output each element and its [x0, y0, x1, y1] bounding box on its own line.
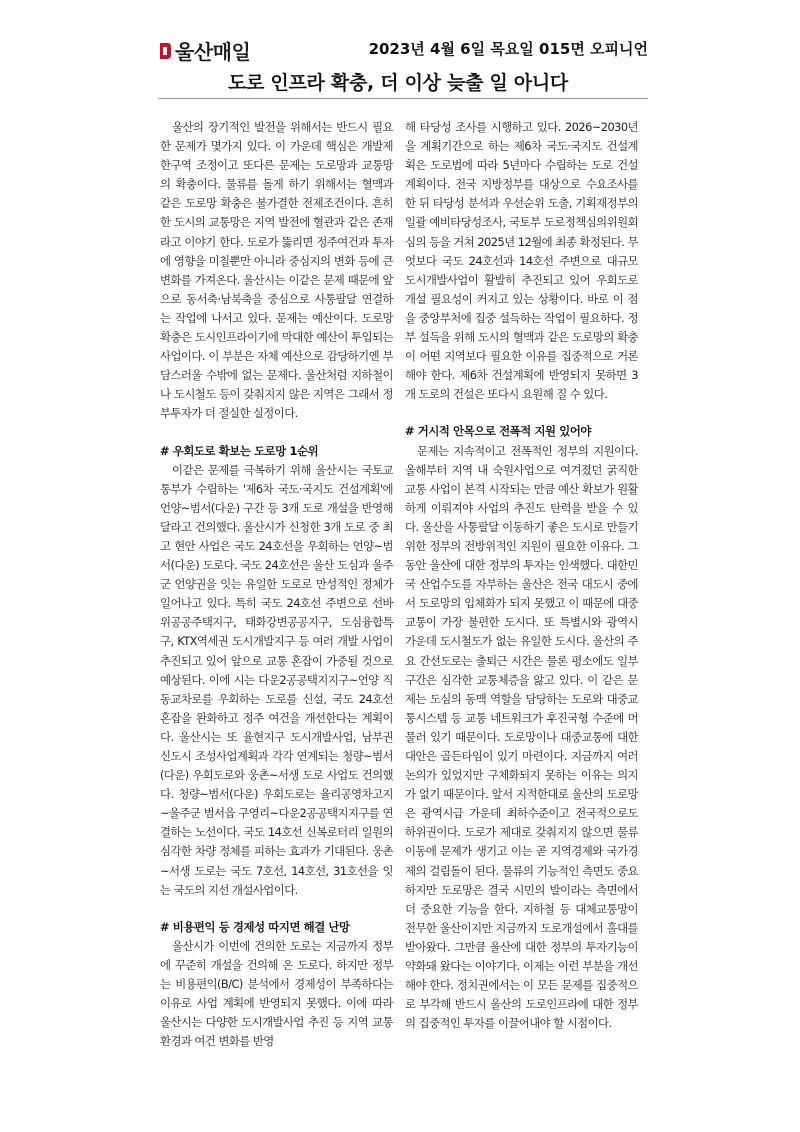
- paragraph: 해 타당성 조사를 시행하고 있다. 2026~2030년을 계획기간으로 하는 제6차 국도·국지도 건설계획은 도로법에 따라 5년마다 수립하는 도로 건설계획이다. 전국 지방정부를 대상으로 수요조사를 한 뒤 타당성 분석과 우선순위 도출, 기획재정부의 일괄 예비타당성조사, 국토부 도로정책심의위원회 심의 등을 거쳐 2025년 12월에 최종 확정된다. 무엇보다 국도 24호선과 14호선 주변으로 대규모 도시개발사업이 활발히 추진되고 있어 우회도로 개설 필요성이 커지고 있는 상황이다. 바로 이 점을 중앙부처에 집중 설득하는 작업이 필요하다. 정부 설득을 위해 도시의 혈맥과 같은 도로망의 확충이 어떤 지역보다 필요한 이유를 집중적으로 거론해야 한다. 제6차 건설계획에 반영되지 못하면 3개 도로의 건설은 또다시 요원해 질 수 있다.: [405, 120, 638, 402]
- article-column-left: [160, 118, 393, 1051]
- article-headline: 도로 인프라 확충, 더 이상 늦출 일 아니다: [228, 72, 568, 94]
- headline-divider: [158, 98, 648, 99]
- section-heading: # 우회도로 확보는 도로망 1순위: [160, 443, 319, 458]
- dateline: 2023년 4월 6일 목요일 015면 오피니언: [368, 40, 648, 58]
- article-column-right: [405, 118, 638, 1033]
- paragraph: 문제는 지속적이고 전폭적인 정부의 지원이다. 올해부터 지역 내 숙원사업으로 여겨졌던 굵직한 교통 사업이 본격 시작되는 만큼 예산 확보가 원활하게 이뤄져야 사업의 추진도 탄력을 받을 수 있다. 울산을 사통팔달 이동하기 좋은 도시로 만들기 위한 정부의 전방위적인 지원이 필요한 이유다. 그동안 울산에 대한 정부의 투자는 인색했다. 대한민국 산업수도를 자부하는 울산은 전국 대도시 중에서 도로망의 입체화가 되지 못했고 이 때문에 대중교통이 가장 불편한 도시다. 또 특별시와 광역시 가운데 도시철도가 없는 유일한 도시다. 울산의 주요 간선도로는 출퇴근 시간은 물론 평소에도 일부 구간은 심각한 교통체증을 앓고 있다. 이 같은 문제는 도심의 동맥 역할을 담당하는 도로와 대중교통시스템 등 교통 네트워크가 후진국형 수준에 머물러 있기 때문이다. 도로망이나 대중교통에 대한 대안은 골든타임이 있기 마련이다. 지금까지 여러 논의가 있었지만 구체화되지 못하는 이유는 의지가 없기 때문이다. 앞서 지적한대로 울산의 도로망은 광역시급 가운데 최하수준이고 전국적으로도 하위권이다. 도로가 제대로 갖춰지지 않으면 물류이동에 문제가 생기고 이는 곧 지역경제와 국가경제의 걸림돌이 된다. 물류의 기능적인 측면도 중요하지만 도로망은 결국 시민의 발이라는 측면에서 더 중요한 기능을 한다. 지하철 등 대체교통망이 전무한 울산이지만 지금까지 도로개설에서 홀대를 받아왔다. 그만큼 울산에 대한 정부의 투자기능이 약화돼 왔다는 이야기다. 이제는 이런 부분을 개선해야 한다. 정치권에서는 이 모든 문제를 집중적으로 부각해 반드시 울산의 도로인프라에 대한 정부의 집중적인 투자를 이끌어내야 할 시점이다.: [405, 443, 638, 1031]
- paragraph: 이같은 문제를 극복하기 위해 울산시는 국토교통부가 수립하는 '제6차 국도·국지도 건설계획'에 언양~범서(다운) 구간 등 3개 도로 개설을 반영해 달라고 건의했다. 울산시가 신청한 3개 도로 중 최고 현안 사업은 국도 24호선을 우회하는 언양~범서(다운) 도로다. 국도 24호선은 울산 도심과 울주군 언양권을 잇는 유일한 도로로 만성적인 정체가 일어나고 있다. 특히 국도 24호선 주변으로 선바위공공주택지구, 태화강변공공지구, 도심융합특구, KTX역세권 도시개발지구 등 여러 개발 사업이 추진되고 있어 앞으로 교통 혼잡이 가중될 것으로 예상된다. 이에 시는 다운2공공택지지구~언양 직동교차로를 우회하는 도로를 신설, 국도 24호선 혼잡을 완화하고 정주 여건을 개선한다는 계획이다. 울산시는 또 율현지구 도시개발사업, 남부권 신도시 조성사업계획과 각각 연계되는 청량~범서(다운) 우회도로와 웅촌~서생 도로 사업도 건의했다. 청량~범서(다운) 우회도로는 율리공영차고지~울주군 범서읍 구영리~다운2공공택지지구를 연결하는 노선이다. 국도 14호선 신복로터리 일원의 심각한 차량 정체를 피하는 효과가 기대된다. 웅촌~서생 도로는 국도 7호선, 14호선, 31호선을 잇는 국도의 지선 개설사업이다.: [160, 462, 393, 897]
- masthead: [158, 36, 648, 64]
- paragraph: 울산시가 이번에 건의한 도로는 지금까지 정부에 꾸준히 개설을 건의해 온 도로다. 하지만 정부는 비용편익(B/C) 분석에서 경제성이 부족하다는 이유로 사업 계획에 반영되지 못했다. 이에 따라 울산시는 다양한 도시개발사업 추진 등 지역 교통 환경과 여건 변화를 반영: [160, 938, 393, 1049]
- section-heading: # 거시적 안목으로 전폭적 지원 있어야: [405, 424, 592, 439]
- logo-text: 울산매일: [175, 40, 251, 64]
- logo-mark-icon: [158, 41, 172, 61]
- paragraph: 울산의 장기적인 발전을 위해서는 반드시 필요한 문제가 몇가지 있다. 이 가운데 핵심은 개발제한구역 조정이고 또다른 문제는 도로망과 교통망의 확충이다. 물류를 돌게 하기 위해서는 혈맥과 같은 도로망 확충은 불가결한 전제조건이다. 흔히 한 도시의 교통망은 지역 발전에 혈관과 같은 존재라고 이야기 한다. 도로가 뚫리면 정주여건과 투자에 영향을 미칠뿐만 아니라 중심지의 변화 등에 큰 변화를 가져온다. 울산시는 이같은 문제 때문에 앞으로 동서축·남북축을 중심으로 사통팔달 연결하는 작업에 나서고 있다. 문제는 예산이다. 도로망 확충은 도시인프라이기에 막대한 예산이 투입되는 사업이다. 이 부분은 자체 예산으로 감당하기엔 부담스러울 수밖에 없는 문제다. 울산처럼 지하철이나 도시철도 등이 갖춰지지 않은 지역은 그래서 정부투자가 더 절실한 실정이다.: [160, 120, 393, 421]
- section-heading: # 비용편익 등 경제성 따지면 해결 난망: [160, 919, 350, 934]
- newspaper-logo: [158, 36, 250, 65]
